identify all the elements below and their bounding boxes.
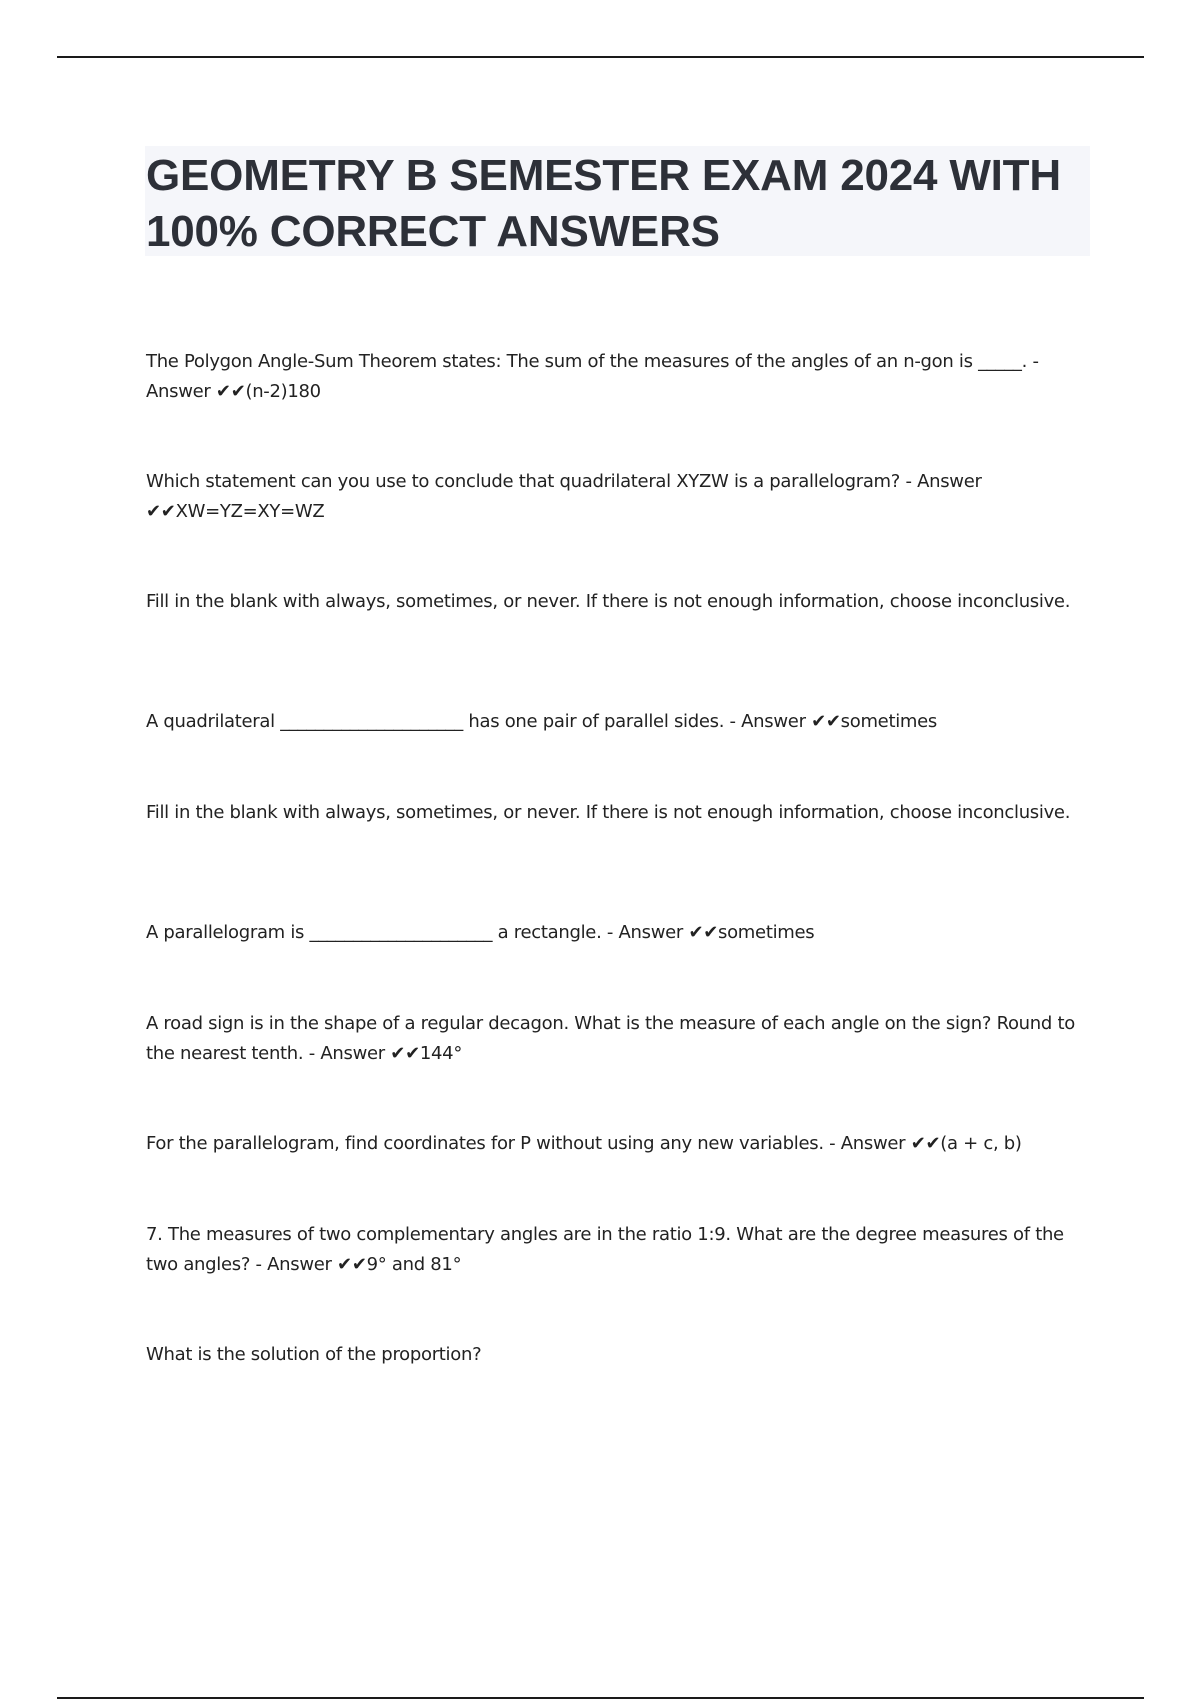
question-6: For the parallelogram, find coordinates for P without using any new variables. - Answer ✔✔(a + c, b) <box>146 1133 1022 1154</box>
question-4: A parallelogram is _____________________ a rectangle. - Answer ✔✔sometimes <box>146 922 815 943</box>
top-rule <box>57 56 1144 58</box>
instruction-2: Fill in the blank with always, sometimes, or never. If there is not enough information, choose inconclusive. <box>146 802 1071 823</box>
question-3: A quadrilateral _____________________ has one pair of parallel sides. - Answer ✔✔sometimes <box>146 711 937 732</box>
instruction-1: Fill in the blank with always, sometimes, or never. If there is not enough information, choose inconclusive. <box>146 591 1071 612</box>
question-5: A road sign is in the shape of a regular decagon. What is the measure of each angle on the sign? Round to the nearest tenth. - Answer ✔✔144° <box>146 1013 1075 1064</box>
question-7: 7. The measures of two complementary angles are in the ratio 1:9. What are the degree measures of the two angles? - Answer ✔✔9° and 81° <box>146 1224 1064 1275</box>
question-8: What is the solution of the proportion? <box>146 1344 482 1365</box>
question-2: Which statement can you use to conclude that quadrilateral XYZW is a parallelogram? - Answer ✔✔XW=YZ=XY=WZ <box>146 471 982 522</box>
bottom-rule <box>57 1697 1144 1699</box>
question-1: The Polygon Angle-Sum Theorem states: The sum of the measures of the angles of an n-gon is _____. - Answer ✔✔(n-2)180 <box>146 351 1039 402</box>
document-title: GEOMETRY B SEMESTER EXAM 2024 WITH 100% CORRECT ANSWERS <box>146 151 1061 256</box>
